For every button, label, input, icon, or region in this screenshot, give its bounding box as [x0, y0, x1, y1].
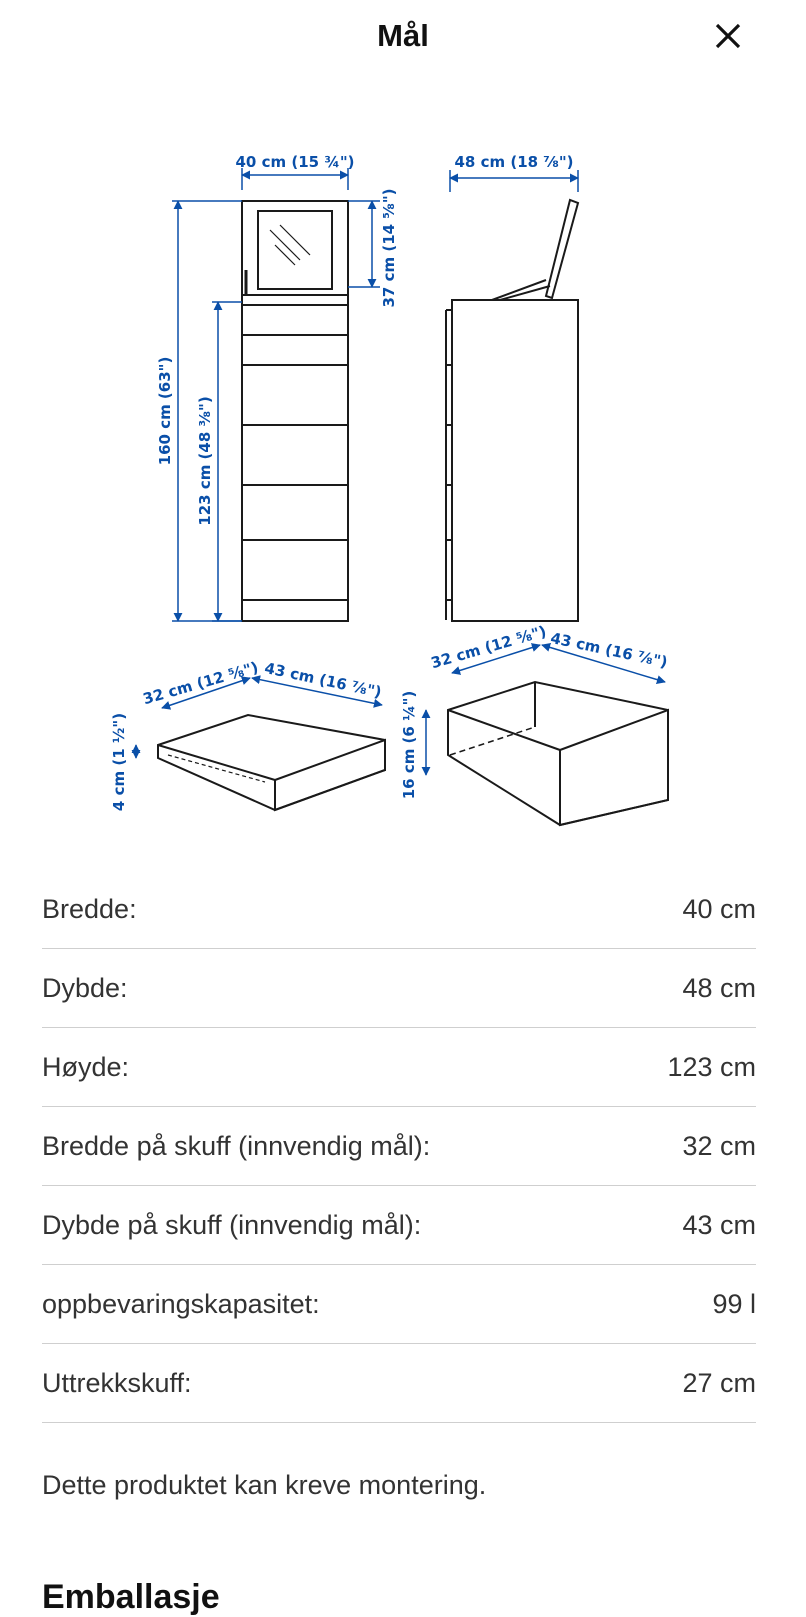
packaging-heading[interactable]: Emballasje — [42, 1578, 220, 1616]
dimension-list — [42, 870, 756, 1423]
side-dimension-lines — [450, 170, 578, 192]
front-width-label: 40 cm (15 ¾") — [235, 153, 355, 171]
side-depth-label: 48 cm (18 ⅞") — [454, 153, 574, 171]
mirror-height-label: 37 cm (14 ⅝") — [380, 188, 398, 308]
dimension-value: 32 cm — [682, 1130, 756, 1161]
dimension-value: 99 l — [712, 1288, 756, 1319]
header — [0, 0, 806, 80]
dimension-row-pullout-drawer — [42, 1344, 756, 1423]
dimension-label: Dybde på skuff (innvendig mål): — [42, 1209, 422, 1240]
large-drawer-height-label: 16 cm (6 ¼") — [400, 690, 418, 800]
dimension-diagram — [100, 130, 700, 850]
large-drawer-dimension-lines — [426, 645, 665, 775]
side-view — [446, 200, 578, 621]
dimension-row-width — [42, 870, 756, 949]
dimension-label: Uttrekkskuff: — [42, 1367, 192, 1398]
small-drawer — [158, 715, 385, 810]
dimension-row-depth — [42, 949, 756, 1028]
large-drawer — [448, 682, 668, 825]
dimension-row-drawer-depth — [42, 1186, 756, 1265]
assembly-note: Dette produktet kan kreve montering. — [42, 1470, 487, 1500]
dimension-value: 40 cm — [682, 893, 756, 924]
front-view — [242, 201, 348, 621]
dimension-value: 48 cm — [682, 972, 756, 1003]
dimension-label: Dybde: — [42, 972, 128, 1003]
dimension-label: oppbevaringskapasitet: — [42, 1288, 320, 1319]
page-title: Mål — [377, 18, 429, 53]
dimension-label: Bredde: — [42, 893, 137, 924]
close-icon — [714, 22, 742, 50]
small-drawer-width-label: 32 cm (12 ⅝") — [140, 658, 261, 709]
large-drawer-width-label: 32 cm (12 ⅝") — [428, 622, 549, 673]
dimension-row-height — [42, 1028, 756, 1107]
dimension-row-drawer-width — [42, 1107, 756, 1186]
dimension-row-capacity — [42, 1265, 756, 1344]
close-button[interactable] — [708, 16, 748, 56]
dimension-label: Høyde: — [42, 1051, 130, 1082]
body-height-label: 123 cm (48 ⅜") — [196, 396, 214, 526]
dimension-value: 43 cm — [682, 1209, 756, 1240]
total-height-label: 160 cm (63") — [156, 356, 174, 466]
small-drawer-height-label: 4 cm (1 ½") — [110, 712, 128, 812]
large-drawer-depth-label: 43 cm (16 ⅞") — [548, 628, 670, 672]
dimension-value: 27 cm — [682, 1367, 756, 1398]
small-drawer-depth-label: 43 cm (16 ⅞") — [262, 658, 384, 702]
dimension-label: Bredde på skuff (innvendig mål): — [42, 1130, 431, 1161]
dimension-value: 123 cm — [667, 1051, 756, 1082]
